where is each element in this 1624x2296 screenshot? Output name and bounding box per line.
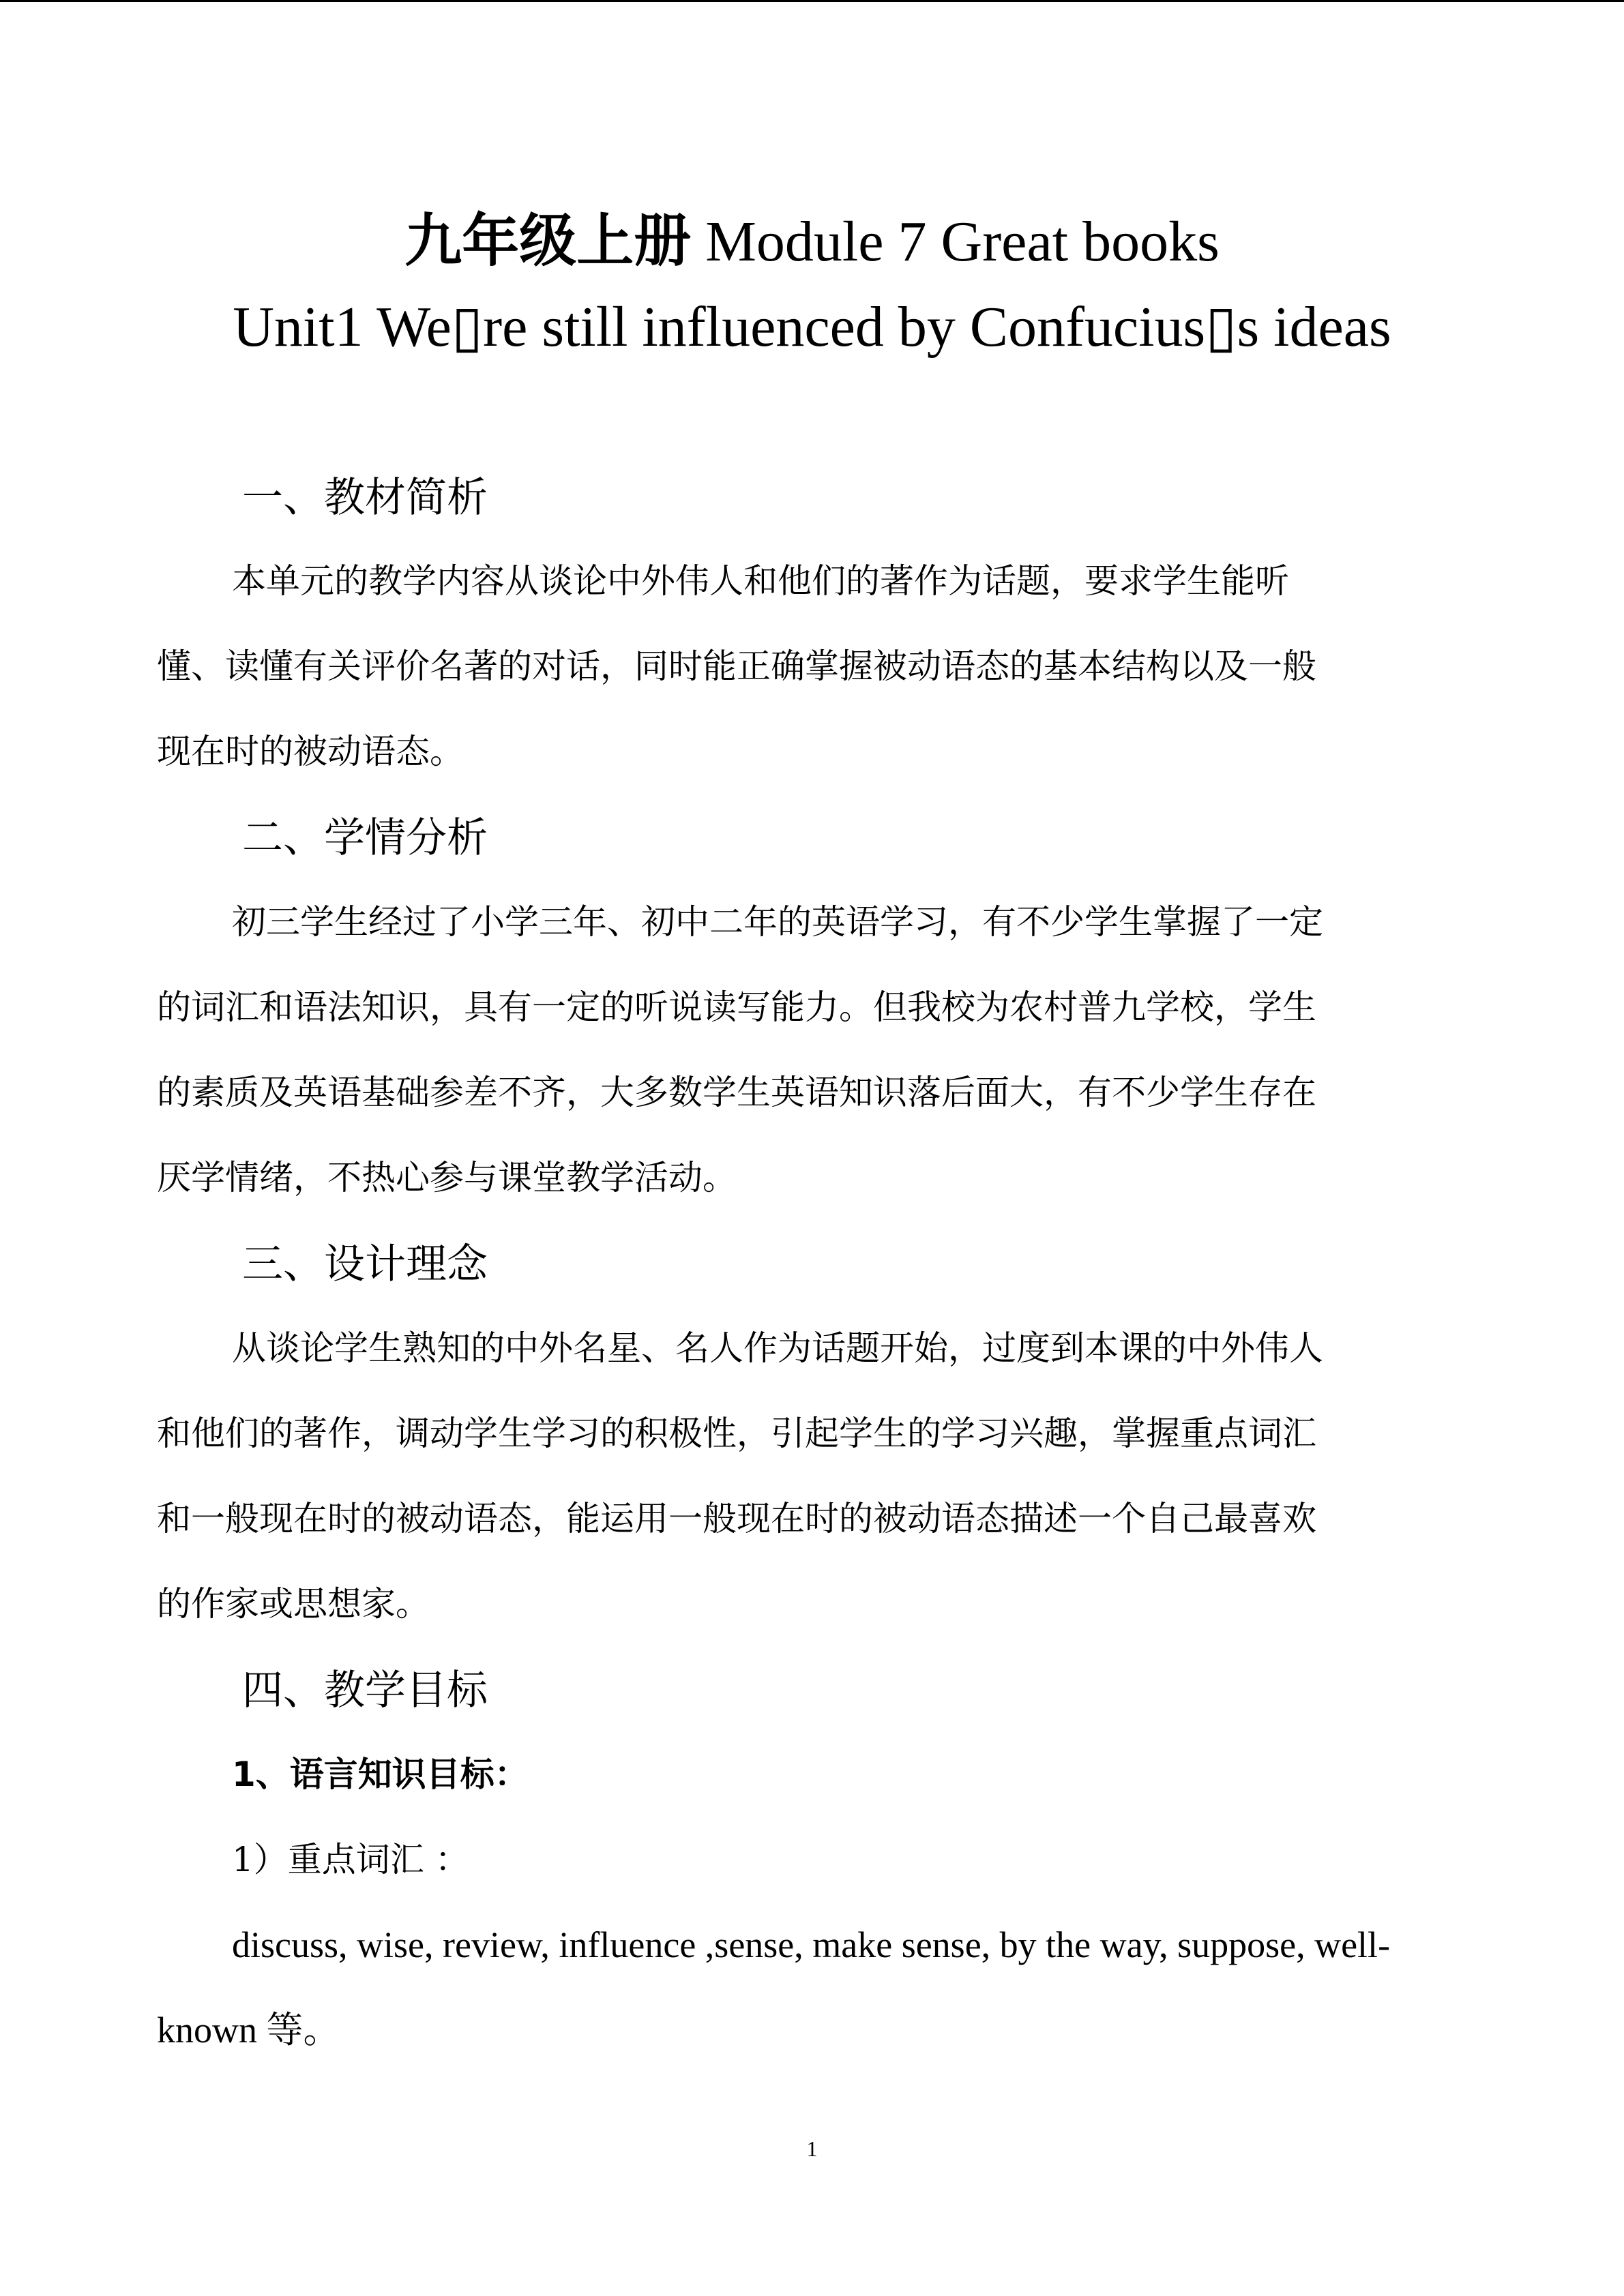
paragraph-line: 懂、读懂有关评价名著的对话，同时能正确掌握被动语态的基本结构以及一般 [157,646,1316,686]
paragraph-line: 现在时的被动语态。 [157,732,464,771]
paragraph-line: 从谈论学生熟知的中外名星、名人作为话题开始，过度到本课的中外伟人 [232,1328,1323,1368]
vocabulary-line: discuss, wise, review, influence ,sense, make sense, by the way, suppose, well- [232,1924,1391,1965]
paragraph-line: 和他们的著作，调动学生学习的积极性，引起学生的学习兴趣，掌握重点词汇 [157,1414,1316,1453]
paragraph-line: 初三学生经过了小学三年、初中二年的英语学习，有不少学生掌握了一定 [232,902,1323,942]
subheading-language-knowledge: 1、语言知识目标： [232,1755,529,1794]
paragraph-line: 厌学情绪，不热心参与课堂教学活动。 [157,1158,737,1197]
page-number: 1 [806,2136,818,2161]
paragraph-line: 本单元的教学内容从谈论中外伟人和他们的著作为话题，要求学生能听 [232,561,1289,601]
document-title-line-2: Unit1 We▯re still influenced by Confucius▯s ideas [233,295,1391,359]
document-title-line-1 [0,207,1624,276]
paragraph-line: 的词汇和语法知识，具有一定的听说读写能力。但我校为农村普九学校，学生 [157,987,1316,1027]
title-latin-part: Module 7 Great books [691,210,1220,273]
section-heading-design-concept: 三、设计理念 [242,1240,488,1288]
paragraph-line: 和一般现在时的被动语态，能运用一般现在时的被动语态描述一个自己最喜欢 [157,1499,1316,1538]
section-heading-learner-analysis: 二、学情分析 [242,814,488,862]
section-heading-teaching-objectives: 四、教学目标 [242,1667,488,1714]
paragraph-line: 的素质及英语基础参差不齐，大多数学生英语知识落后面大，有不少学生存在 [157,1073,1316,1112]
section-heading-textbook-analysis: 一、教材简析 [242,474,488,522]
list-item-label: 1）重点词汇 ： [232,1840,469,1879]
vocabulary-line: known 等。 [157,2010,340,2051]
title-cjk-part: 九年级上册 [404,207,692,274]
paragraph-line: 的作家或思想家。 [157,1584,430,1624]
